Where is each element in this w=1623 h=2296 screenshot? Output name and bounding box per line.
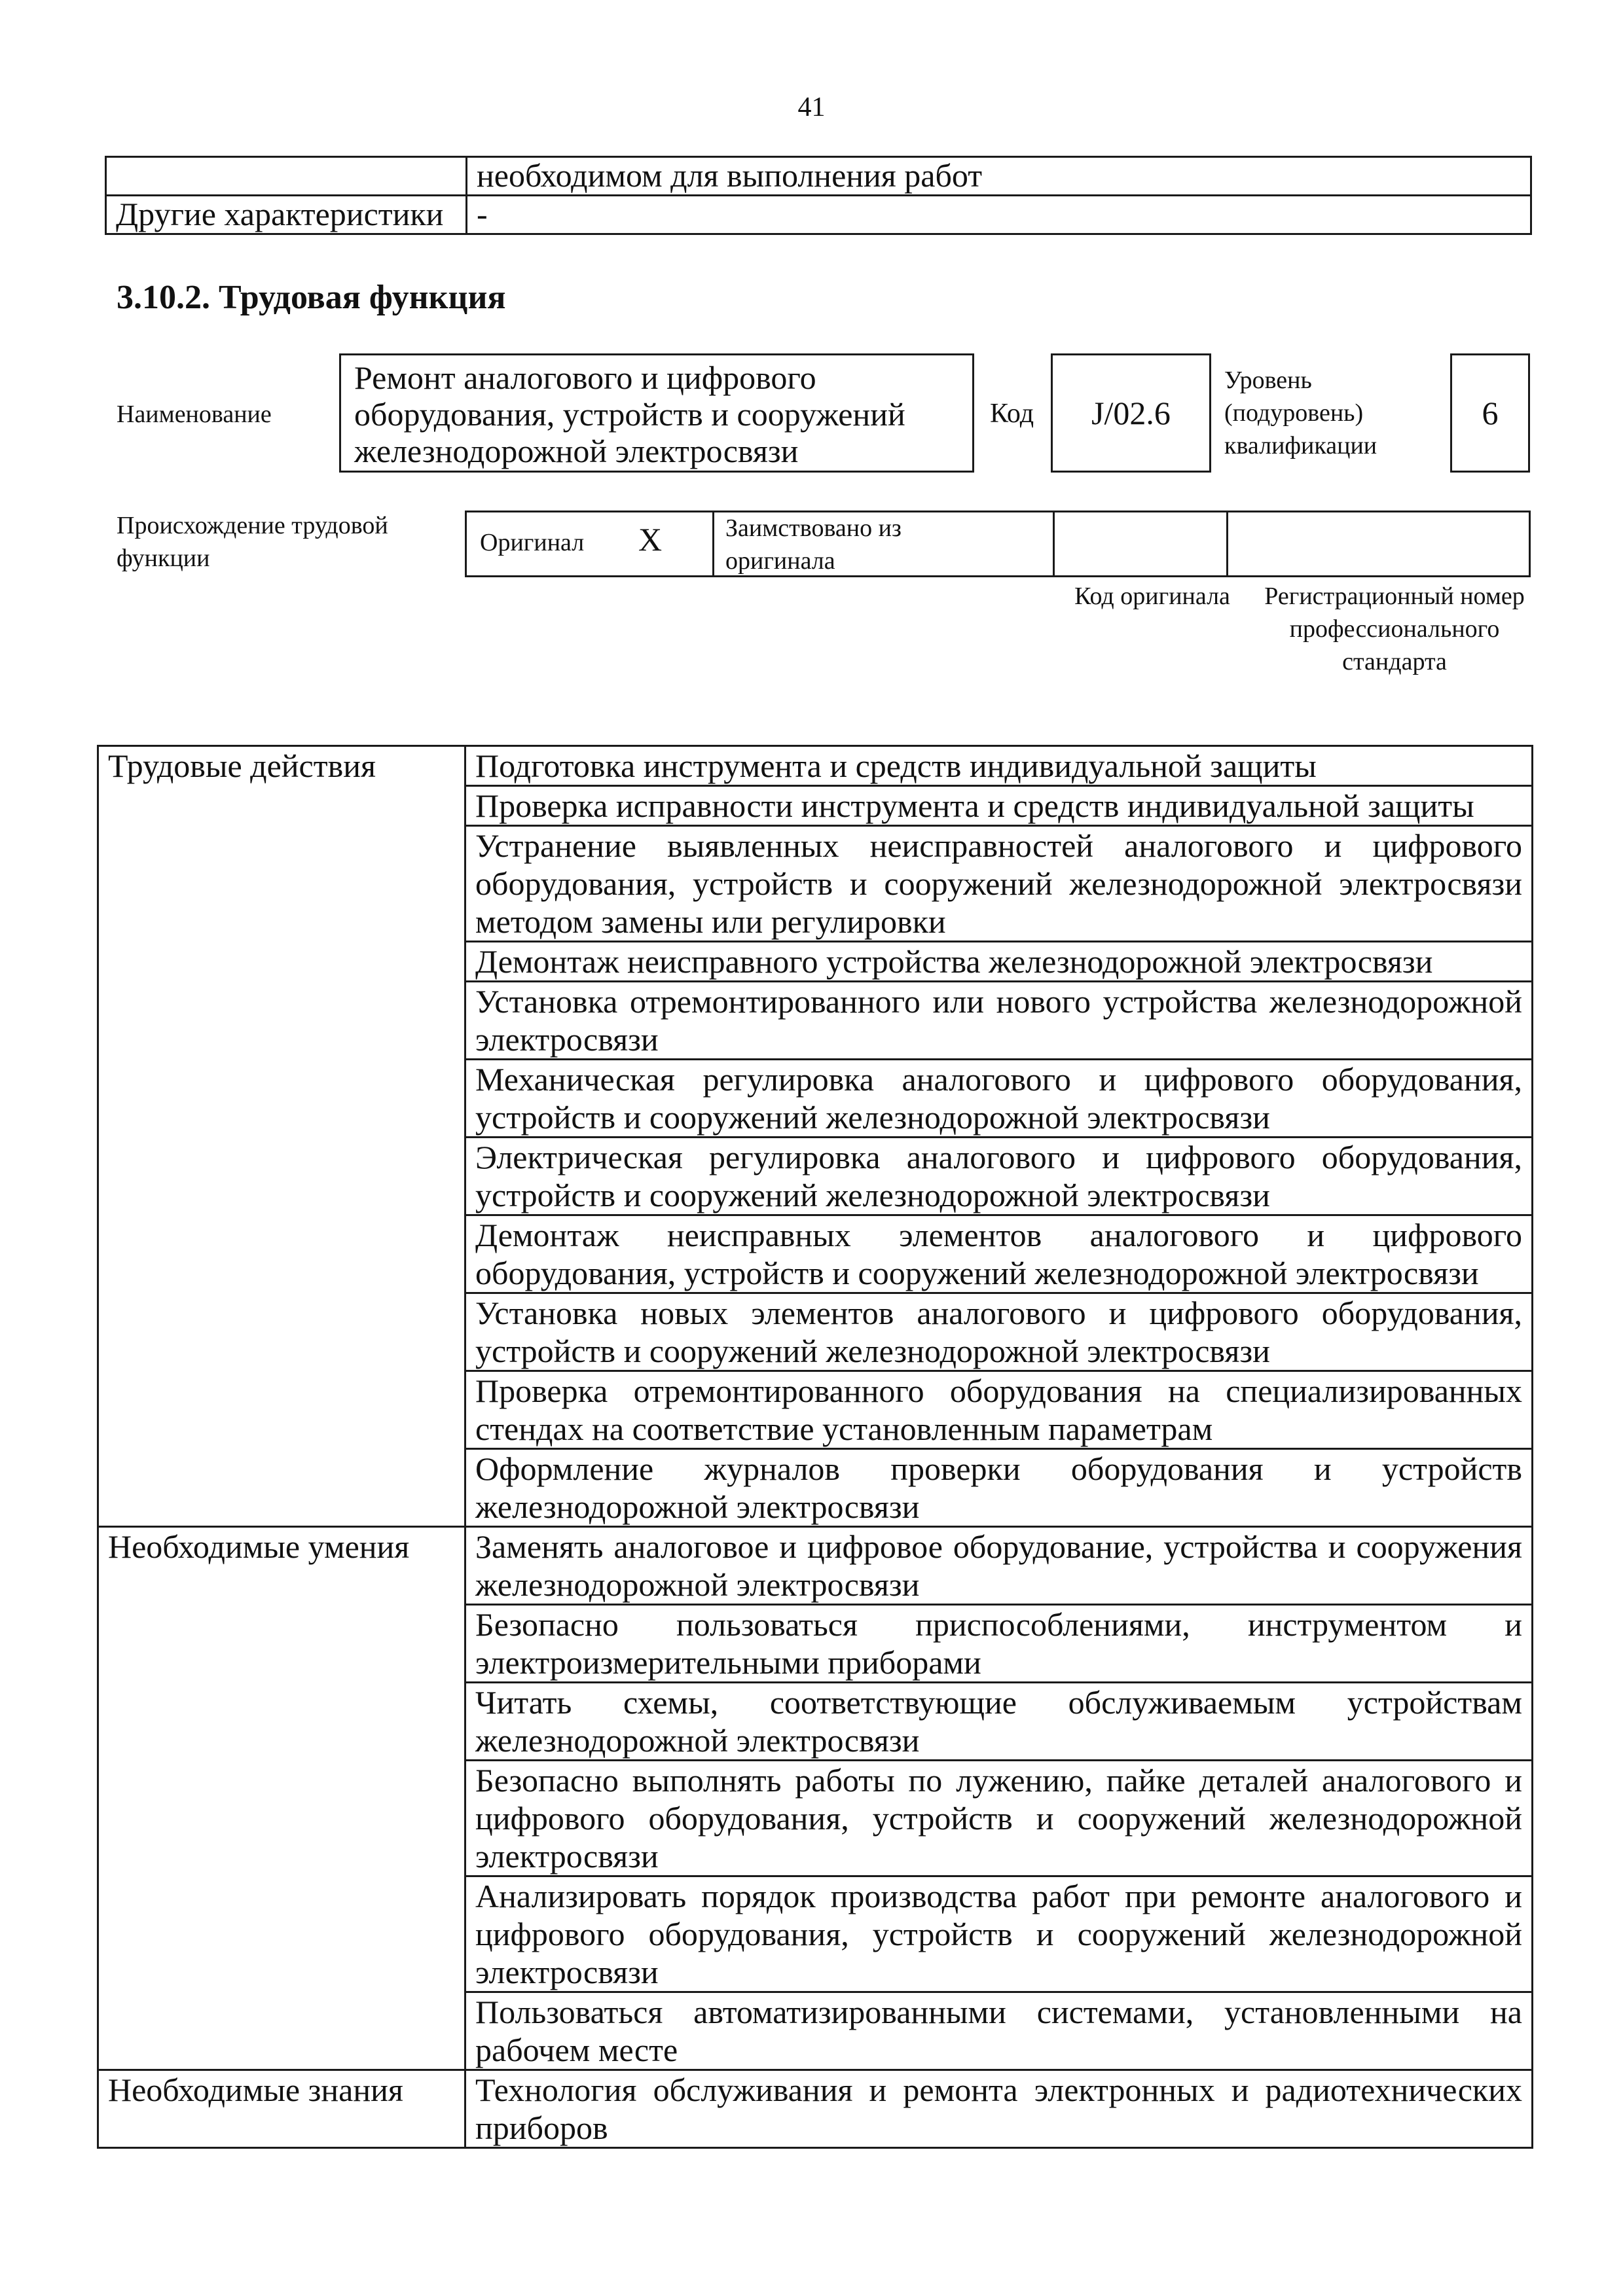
section-title: 3.10.2. Трудовая функция — [117, 279, 506, 316]
section-item: Электрическая регулировка аналогового и цифрового оборудования, устройств и сооружений железнодорожной электросвязи — [465, 1138, 1533, 1215]
top-continuation-table — [105, 156, 1532, 235]
section-item: Оформление журналов проверки оборудования и устройств железнодорожной электросвязи — [465, 1449, 1533, 1527]
section-label: Необходимые знания — [98, 2070, 465, 2148]
row-value: необходимом для выполнения работ — [467, 157, 1531, 196]
origin-cell-code — [1053, 512, 1228, 575]
table-row — [98, 746, 1533, 786]
level-box: 6 — [1450, 353, 1530, 473]
row-label — [106, 157, 467, 196]
table-row — [98, 1527, 1533, 1605]
origin-box — [465, 511, 1531, 577]
section-item: Безопасно выполнять работы по лужению, пайке деталей аналогового и цифрового оборудования, устройств и сооружений железнодорожной электросвязи — [465, 1761, 1533, 1876]
table-row — [106, 196, 1531, 234]
section-item: Проверка исправности инструмента и средств индивидуальной защиты — [465, 786, 1533, 826]
section-item: Проверка отремонтированного оборудования на специализированных стендах на соответствие установленным параметрам — [465, 1371, 1533, 1449]
section-item: Устранение выявленных неисправностей аналогового и цифрового оборудования, устройств и сооружений железнодорожной электросвязи методом замены или регулировки — [465, 826, 1533, 942]
function-name-box: Ремонт аналогового и цифрового оборудования, устройств и сооружений железнодорожной электросвязи — [339, 353, 974, 473]
table-row — [106, 157, 1531, 196]
row-label: Другие характеристики — [106, 196, 467, 234]
section-label: Необходимые умения — [98, 1527, 465, 2070]
level-label: Уровень (подуровень) квалификации — [1224, 367, 1377, 459]
section-item: Демонтаж неисправного устройства железнодорожной электросвязи — [465, 942, 1533, 982]
page-number: 41 — [797, 92, 826, 122]
section-item: Заменять аналоговое и цифровое оборудование, устройства и сооружения железнодорожной электросвязи — [465, 1527, 1533, 1605]
section-item: Установка отремонтированного или нового устройства железнодорожной электросвязи — [465, 982, 1533, 1060]
function-code-box: J/02.6 — [1051, 353, 1211, 473]
section-item: Безопасно пользоваться приспособлениями, инструментом и электроизмерительными приборами — [465, 1605, 1533, 1683]
row-value: - — [467, 196, 1531, 234]
section-item: Установка новых элементов аналогового и цифрового оборудования, устройств и сооружений железнодорожной электросвязи — [465, 1293, 1533, 1371]
name-label: Наименование — [117, 401, 272, 428]
table-row — [98, 2070, 1533, 2148]
caption-code-original: Код оригинала — [1074, 583, 1230, 610]
code-label: Код — [990, 399, 1034, 429]
origin-mark: X — [638, 521, 663, 558]
section-item: Читать схемы, соответствующие обслуживаемым устройствам железнодорожной электросвязи — [465, 1683, 1533, 1761]
section-item: Пользоваться автоматизированными системами, установленными на рабочем месте — [465, 1992, 1533, 2070]
section-item: Подготовка инструмента и средств индивидуальной защиты — [465, 746, 1533, 786]
section-item: Анализировать порядок производства работ при ремонте аналогового и цифрового оборудования, устройств и сооружений железнодорожной электросвязи — [465, 1876, 1533, 1992]
origin-label: Происхождение трудовой функции — [117, 512, 388, 572]
section-item: Демонтаж неисправных элементов аналогового и цифрового оборудования, устройств и сооружений железнодорожной электросвязи — [465, 1215, 1533, 1293]
section-label: Трудовые действия — [98, 746, 465, 1527]
labor-function-table — [97, 745, 1533, 2149]
origin-borrowed-label: Заимствовано из оригинала — [725, 514, 902, 575]
caption-registration-number: Регистрационный номер профессионального стандарта — [1264, 583, 1525, 675]
origin-original-label: Оригинал — [480, 529, 585, 556]
section-item: Механическая регулировка аналогового и цифрового оборудования, устройств и сооружений железнодорожной электросвязи — [465, 1060, 1533, 1138]
section-item: Технология обслуживания и ремонта электронных и радиотехнических приборов — [465, 2070, 1533, 2148]
